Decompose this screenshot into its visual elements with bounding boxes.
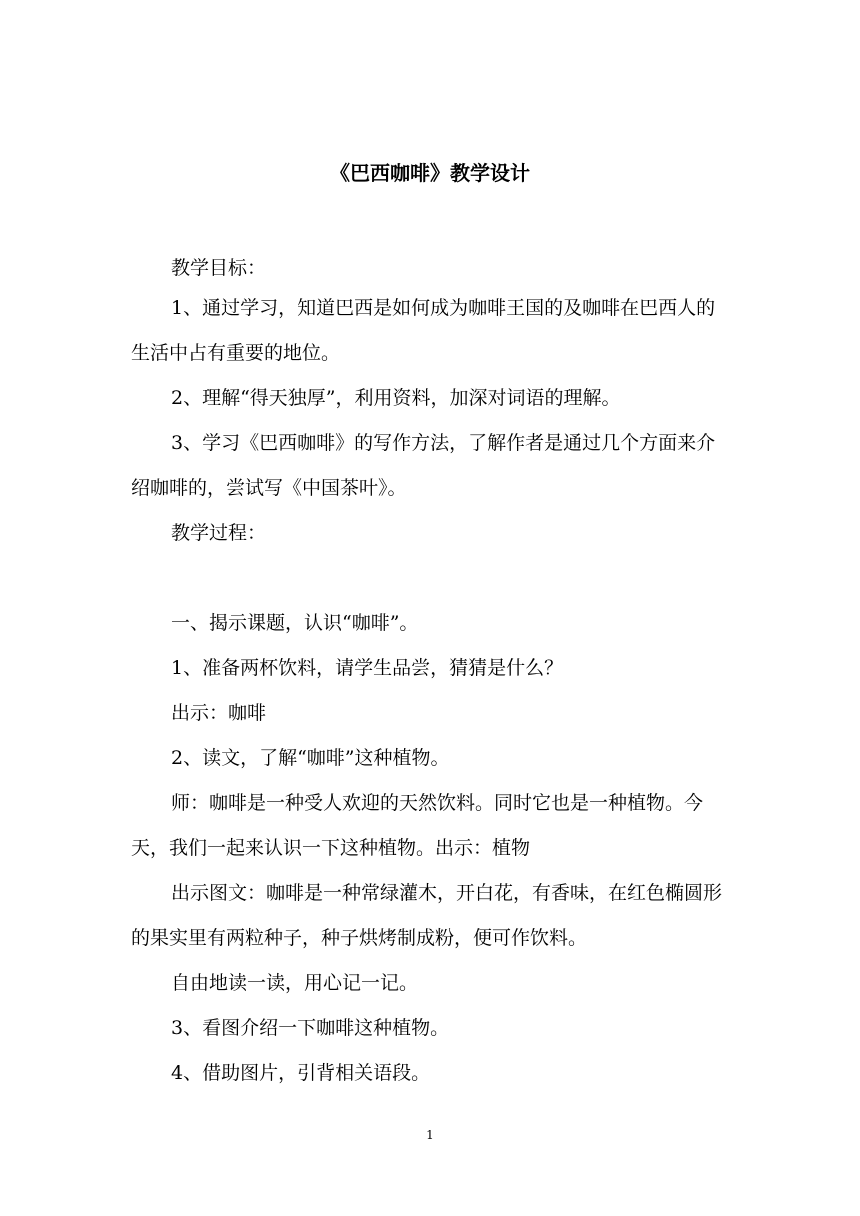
paragraph-show-coffee: 出示：咖啡 bbox=[171, 702, 267, 724]
paragraph-objectives-heading: 教学目标： bbox=[171, 257, 267, 279]
paragraph-step-3: 3、看图介绍一下咖啡这种植物。 bbox=[171, 1017, 450, 1039]
paragraph-free-reading: 自由地读一读，用心记一记。 bbox=[171, 972, 419, 994]
paragraph-objective-2: 2、理解“得天独厚”，利用资料，加深对词语的理解。 bbox=[171, 387, 621, 409]
paragraph-objective-3: 3、学习《巴西咖啡》的写作方法，了解作者是通过几个方面来介绍咖啡的，尝试写《中国茶叶》。 bbox=[131, 432, 716, 499]
paragraph-teacher: 师：咖啡是一种受人欢迎的天然饮料。同时它也是一种植物。今天，我们一起来认识一下这种植物。出示：植物 bbox=[131, 792, 704, 859]
paragraph-step-2: 2、读文，了解“咖啡”这种植物。 bbox=[171, 747, 450, 769]
paragraph-section-1: 一、揭示课题，认识“咖啡”。 bbox=[171, 612, 419, 634]
paragraph-objective-1: 1、通过学习，知道巴西是如何成为咖啡王国的及咖啡在巴西人的生活中占有重要的地位。 bbox=[131, 297, 716, 364]
paragraph-process-heading: 教学过程： bbox=[171, 522, 267, 544]
paragraph-show-image-text: 出示图文：咖啡是一种常绿灌木，开白花，有香味，在红色椭圆形的果实里有两粒种子，种子烘烤制成粉，便可作饮料。 bbox=[131, 882, 723, 949]
paragraph-step-4: 4、借助图片，引背相关语段。 bbox=[171, 1062, 431, 1084]
page-number: 1 bbox=[426, 1128, 434, 1142]
paragraph-step-1: 1、准备两杯饮料，请学生品尝，猜猜是什么？ bbox=[171, 657, 564, 679]
document-title: 《巴西咖啡》教学设计 bbox=[330, 161, 530, 185]
